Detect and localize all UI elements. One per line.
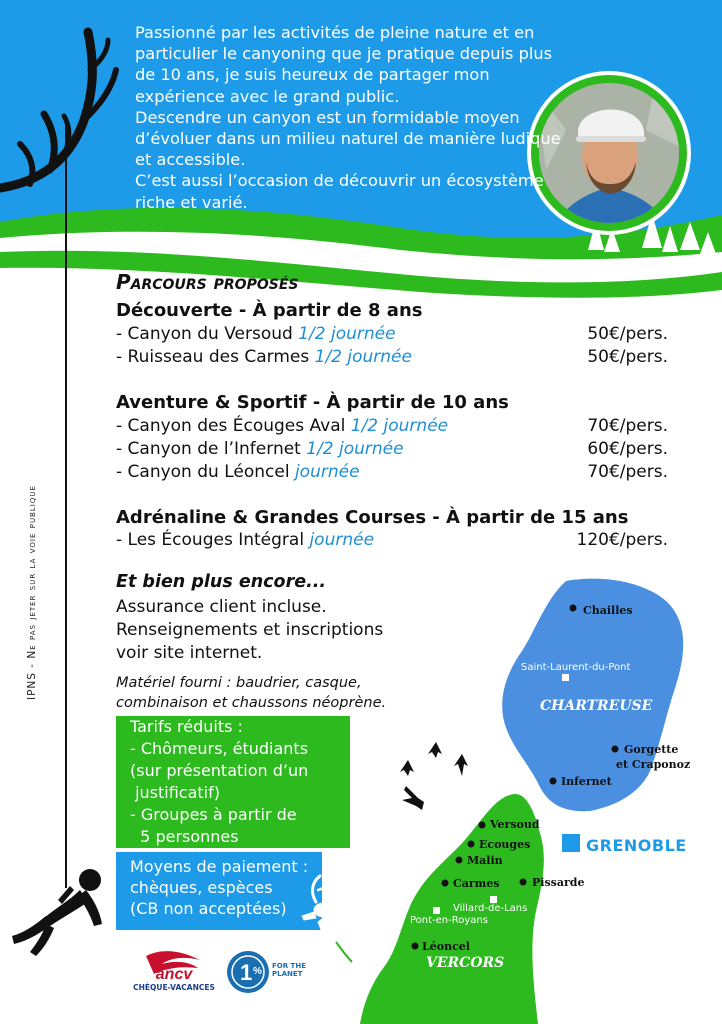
- item-price: 70€/pers.: [587, 416, 668, 436]
- site-label: Gorgette: [624, 743, 679, 756]
- site-label: Carmes: [453, 877, 500, 890]
- item-name: - Canyon du Léoncel: [116, 462, 295, 482]
- item-price: 50€/pers.: [587, 324, 668, 344]
- payment-line: Moyens de paiement :: [130, 857, 309, 876]
- item-price: 70€/pers.: [587, 462, 668, 482]
- item-name: - Ruisseau des Carmes: [116, 347, 315, 367]
- vercors-label: VERCORS: [426, 955, 505, 971]
- more-line: Assurance client incluse.: [116, 597, 327, 617]
- climber-icon: [12, 869, 102, 956]
- list-item: [116, 416, 668, 439]
- item-price: 50€/pers.: [587, 347, 668, 367]
- list-item: [116, 347, 668, 370]
- item-name: - Les Écouges Intégral: [116, 530, 310, 550]
- site-label: et Craponoz: [616, 758, 691, 771]
- item-duration: 1/2 journée: [306, 439, 404, 459]
- site-label: Ecouges: [479, 838, 531, 851]
- intro-text: [135, 22, 575, 213]
- planet-line: PLANET: [272, 970, 303, 978]
- rates-line: 5 personnes: [130, 827, 239, 846]
- ipns-vertical-notice: [26, 485, 38, 700]
- more-text: [116, 596, 383, 665]
- category-title: Aventure & Sportif - À partir de 10 ans: [116, 392, 509, 413]
- material-note: [116, 673, 386, 713]
- item-duration: 1/2 journée: [314, 347, 412, 367]
- payment-line: chèques, espèces: [130, 878, 273, 897]
- ipns-prefix: IPNS -: [26, 658, 38, 700]
- list-item: [116, 324, 668, 347]
- planet-line: FOR THE: [272, 962, 306, 970]
- one-percent-planet-icon: [226, 950, 270, 994]
- more-title: Et bien plus encore...: [116, 572, 327, 592]
- item-price: 120€/pers.: [576, 530, 668, 550]
- planet-number: 1: [240, 960, 253, 985]
- item-duration: 1/2 journée: [298, 324, 396, 344]
- list-item: [116, 530, 668, 553]
- item-name: - Canyon du Versoud: [116, 324, 299, 344]
- ipns-notice: Ne pas jeter sur la voie publique: [26, 485, 38, 659]
- material-line: Matériel fourni : baudrier, casque,: [116, 675, 362, 691]
- material-line: combinaison et chaussons néoprène.: [116, 695, 387, 711]
- site-label: Pissarde: [532, 876, 585, 889]
- ancv-logo-text: ancv: [155, 966, 193, 983]
- grenoble-label: GRENOBLE: [586, 836, 687, 855]
- grenoble-marker: [562, 834, 580, 852]
- town-label: Pont-en-Royans: [410, 915, 488, 926]
- category-title: Découverte - À partir de 8 ans: [116, 300, 423, 321]
- item-name: - Canyon des Écouges Aval: [116, 416, 351, 436]
- reindeer-icon: [296, 872, 356, 964]
- reduced-rates-box: [116, 716, 350, 848]
- intro-paragraph: Descendre un canyon est un formidable moyen d’évoluer dans un milieu naturel de manière ludique et accessible.: [135, 107, 561, 170]
- town-label: Villard-de-Lans: [453, 903, 528, 914]
- site-label: Malin: [467, 854, 503, 867]
- item-duration: 1/2 journée: [350, 416, 449, 436]
- svg-text:%: %: [253, 966, 262, 977]
- chartreuse-label: CHARTREUSE: [540, 698, 653, 714]
- more-line: Renseignements et inscriptions: [116, 620, 384, 640]
- more-line: voir site internet.: [116, 643, 263, 663]
- intro-paragraph: C’est aussi l’occasion de découvrir un écosystème riche et varié.: [135, 171, 544, 212]
- payment-line: (CB non acceptées): [130, 899, 287, 918]
- town-label: Saint-Laurent-du-Pont: [521, 662, 631, 673]
- payment-box: [116, 852, 322, 930]
- rates-line: justificatif): [130, 783, 220, 802]
- intro-paragraph: Passionné par les activités de pleine nature et en particulier le canyoning que je pratique depuis plus de 10 ans, je suis heureux de partager mon expérience avec le grand public.: [135, 23, 553, 106]
- site-label: Léoncel: [422, 940, 470, 953]
- rates-line: Tarifs réduits :: [130, 717, 243, 736]
- item-duration: journée: [309, 530, 375, 550]
- planet-logo-text: [272, 962, 306, 978]
- item-price: 60€/pers.: [587, 439, 668, 459]
- site-label: Chailles: [583, 604, 633, 617]
- antler-icon: [0, 32, 116, 188]
- ancv-logo-subtitle: CHÈQUE-VACANCES: [133, 983, 215, 992]
- list-item: [116, 462, 668, 485]
- rates-line: - Groupes à partir de: [130, 805, 297, 824]
- rates-line: - Chômeurs, étudiants: [130, 739, 309, 758]
- category-title: Adrénaline & Grandes Courses - À partir de 15 ans: [116, 507, 629, 528]
- item-duration: journée: [294, 462, 360, 482]
- site-label: Infernet: [561, 775, 612, 788]
- footprints-icon: [392, 736, 478, 814]
- list-item: [116, 439, 668, 462]
- rates-line: (sur présentation d’un: [130, 761, 309, 780]
- site-label: Versoud: [490, 818, 540, 831]
- parcours-title: Parcours proposés: [116, 270, 299, 294]
- rope-climber-illustration: [0, 0, 130, 1024]
- item-name: - Canyon de l’Infernet: [116, 439, 307, 459]
